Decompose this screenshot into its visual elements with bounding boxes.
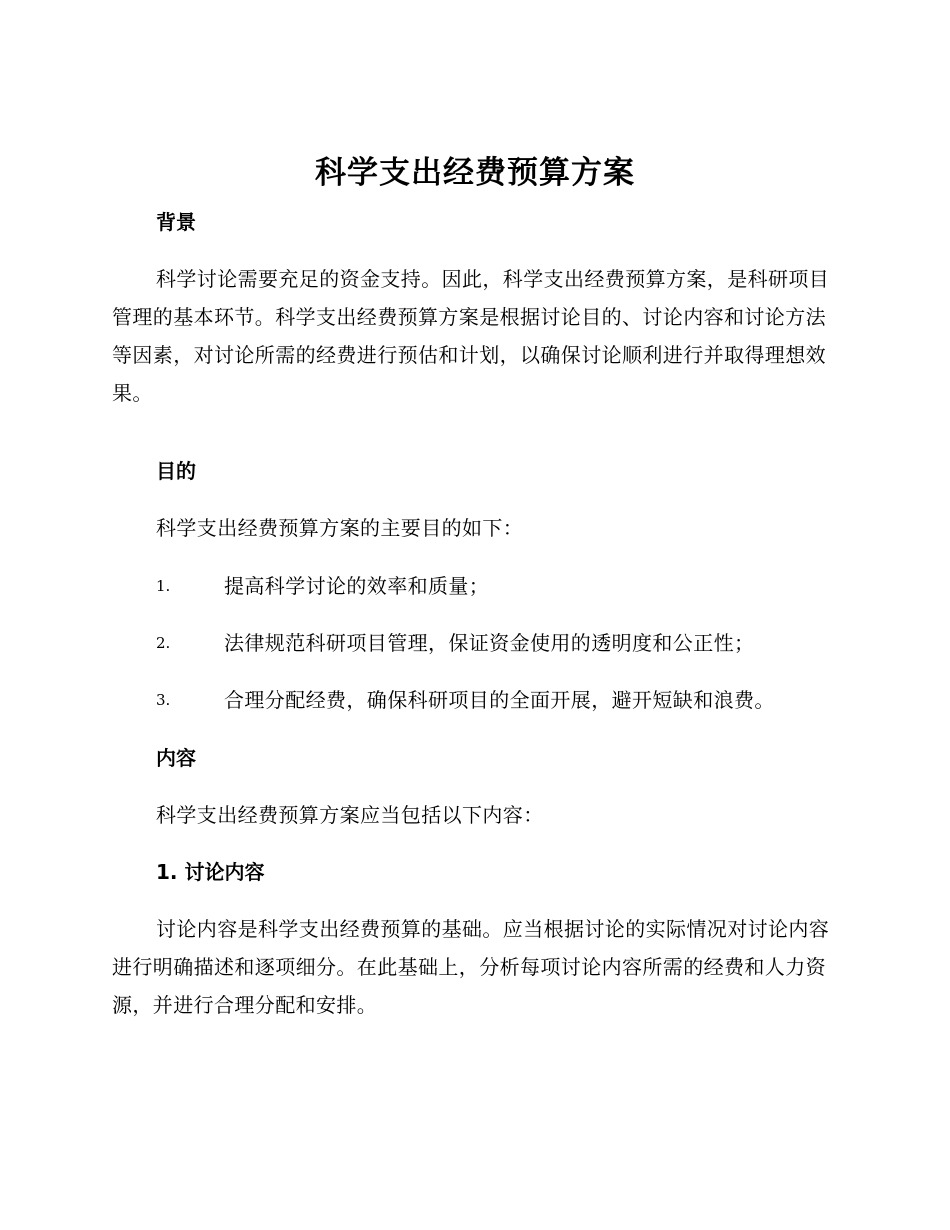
purpose-list-item xyxy=(156,685,775,715)
list-item-text: 合理分配经费，确保科研项目的全面开展，避开短缺和浪费。 xyxy=(224,688,775,712)
list-number: 1. xyxy=(156,577,171,595)
list-item-text: 法律规范科研项目管理，保证资金使用的透明度和公正性； xyxy=(224,631,755,655)
background-paragraph: 科学讨论需要充足的资金支持。因此，科学支出经费预算方案，是科研项目管理的基本环节。科学支出经费预算方案是根据讨论目的、讨论内容和讨论方法等因素，对讨论所需的经费进行预估和计划，以确保讨论顺利进行并取得理想效果。 xyxy=(112,267,830,405)
document-title: 科学支出经费预算方案 xyxy=(315,155,635,191)
content-intro: 科学支出经费预算方案应当包括以下内容： xyxy=(156,803,544,827)
discussion-content-paragraph: 讨论内容是科学支出经费预算的基础。应当根据讨论的实际情况对讨论内容进行明确描述和逐项细分。在此基础上，分析每项讨论内容所需的经费和人力资源，并进行合理分配和安排。 xyxy=(112,917,830,1017)
list-number: 3. xyxy=(156,691,171,709)
list-number: 2. xyxy=(156,634,171,652)
purpose-list-item xyxy=(156,571,489,601)
section-heading-purpose: 目的 xyxy=(156,459,196,483)
list-item-text: 提高科学讨论的效率和质量； xyxy=(224,574,490,598)
section-heading-content: 内容 xyxy=(156,746,196,770)
purpose-list-item xyxy=(156,628,754,658)
section-heading-background: 背景 xyxy=(156,210,196,234)
subsection-heading-discussion-content: 1. 讨论内容 xyxy=(156,860,265,884)
purpose-intro: 科学支出经费预算方案的主要目的如下： xyxy=(156,516,524,540)
